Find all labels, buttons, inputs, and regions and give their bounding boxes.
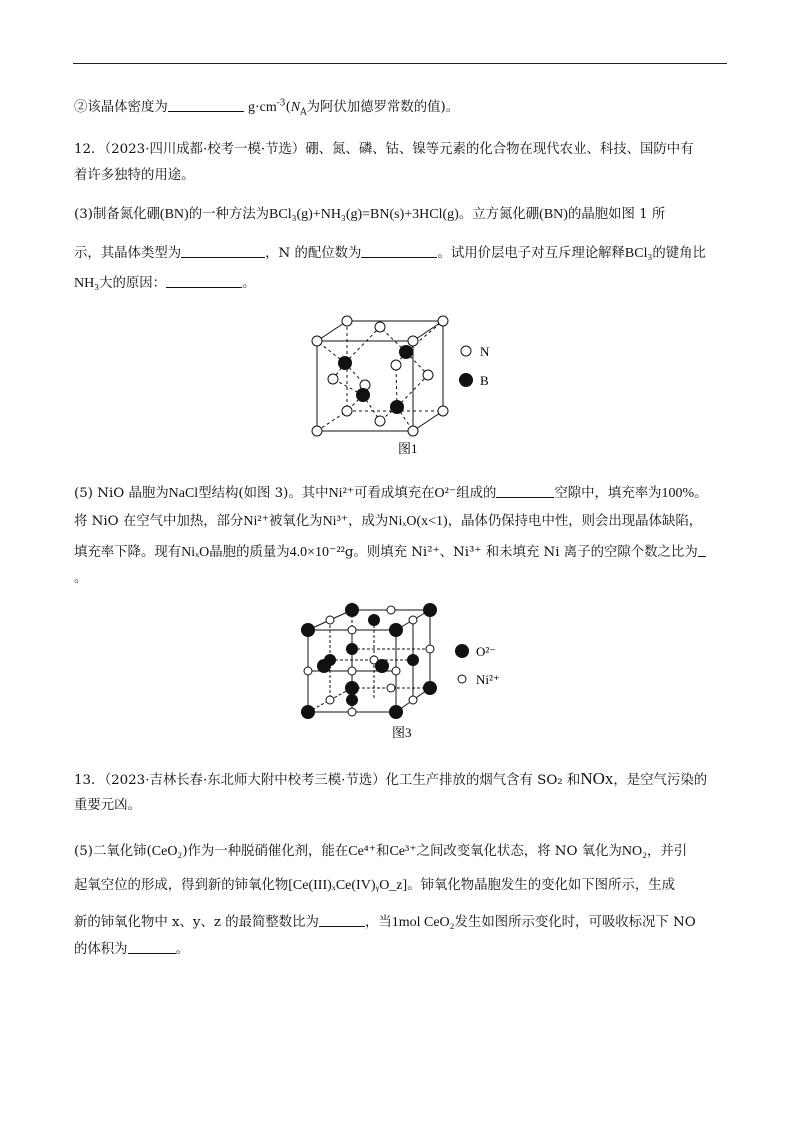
q12-heading: 12．（2023·四川成都·校考一模·节选）硼、氮、磷、钴、镍等元素的化合物在现代农业、科技、国防中有 [74,142,694,157]
cerium-formula: [Ce(III)ₓCe(IV)ᵧO_z] [288,878,408,893]
figure-3-caption: 图3 [392,725,412,740]
legend-b-label: B [480,373,489,388]
answer-blank[interactable] [181,244,265,258]
answer-blank[interactable] [319,913,365,927]
q13-p5-line3: 新的铈氧化物中 x、y、z 的最简整数比为 ，当1mol CeO₂发生如图所示变化时，可吸收标况下 NO [74,915,696,930]
figure-3-nio-cell [290,600,530,745]
n-atom [408,426,418,436]
legend-ni-label: Ni²⁺ [476,672,500,687]
answer-blank[interactable] [496,484,554,498]
legend-o-marker [455,644,469,658]
q12-p3-line2: 示，其晶体类型为 ，N 的配位数为 。试用价层电子对互斥理论解释BCl₃的键角比 [74,246,706,261]
n-atom [423,370,433,380]
q12-p3-line1: (3)制备氮化硼(BN)的一种方法为BCl₃(g)+NH₃(g)=BN(s)+3HCl(g)。立方氮化硼(BN)的晶胞如图 1 所 [74,207,666,222]
n-atom [328,374,338,384]
q13-p5-line1: (5)二氧化铈(CeO₂)作为一种脱硝催化剂，能在Ce⁴⁺和Ce³⁺之间改变氧化状态，将 NO 氧化为NO₂，并引 [74,844,688,859]
q11-line: ②该晶体密度为 $g\cdot cm^{-3}(N_A$为阿伏加德罗常数的值)。 [74,98,460,118]
n-atom [312,336,322,346]
b-atom [338,356,352,370]
n-atom [438,316,448,326]
n-atom [312,426,322,436]
q13-p5-line4: 的体积为 。 [74,942,189,957]
q12-p5-line3: 填充率下降。现有NiₓO晶胞的质量为4.0×10⁻²²g。则填充 Ni²⁺、Ni³⁺ 和未填充 Ni 离子的空隙个数之比为 [74,543,728,562]
b-atom [390,400,404,414]
figure-1-bn-cell [300,305,520,465]
header-rule [73,63,727,64]
q13-heading-cont: 重要元凶。 [74,798,141,813]
n-atom [375,416,385,426]
q12-p5-line2: 将 NiO 在空气中加热，部分Ni²⁺被氧化为Ni³⁺，成为NiₓO(x<1)，晶体仍保持电中性，则会出现晶体缺陷， [74,514,703,529]
n-atom [375,322,385,332]
legend-n-marker [461,346,471,356]
legend-o-label: O²⁻ [476,644,497,659]
legend-ni-marker [458,675,466,683]
q13-heading: 13．（2023·吉林长春·东北师大附中校考三模·节选）化工生产排放的烟气含有 SO₂ 和NOx，是空气污染的 [74,769,708,788]
b-atom [399,345,413,359]
figure-1-caption: 图1 [398,441,418,456]
n-atom [342,316,352,326]
q12-heading-cont: 着许多独特的用途。 [74,168,195,183]
q13-p5-line2: 起氧空位的形成，得到新的铈氧化物[Ce(III)ₓCe(IV)ᵧO_z]。铈氧化物晶胞发生的变化如下图所示，生成 [74,878,675,893]
answer-blank[interactable] [128,940,176,954]
legend-n-label: N [480,344,490,359]
legend-b-marker [459,373,473,387]
q12-p5-line1: (5) NiO 晶胞为NaCl型结构(如图 3)。其中Ni²⁺可看成填充在O²⁻组成的 空隙中，填充率为100%。 [74,486,708,501]
answer-blank[interactable] [698,543,706,557]
answer-blank[interactable] [168,98,244,112]
q12-p5-line4: 。 [74,571,88,586]
n-atom [438,406,448,416]
b-atom [356,388,370,402]
q12-p3-line3: NH₃大的原因： 。 [74,276,256,291]
n-atom [408,336,418,346]
n-atom [342,406,352,416]
reaction-equation: BCl₃(g)+NH₃(g)=BN(s)+3HCl(g) [269,207,459,222]
answer-blank[interactable] [166,274,242,288]
n-atom [391,360,401,370]
answer-blank[interactable] [361,244,437,258]
